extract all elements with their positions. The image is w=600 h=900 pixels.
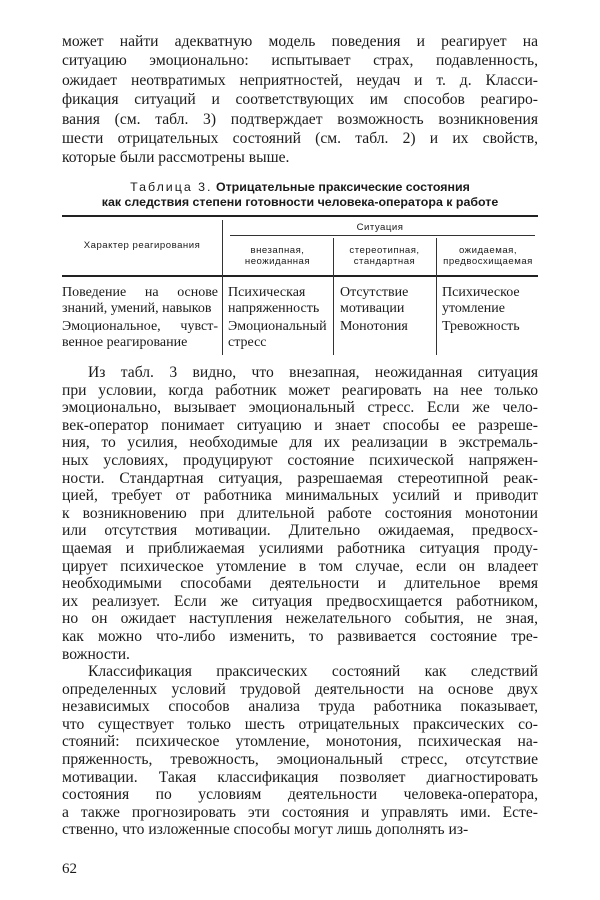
column-header-line: стандартная	[353, 256, 416, 267]
column-header-line: предвосхищаемая	[443, 256, 533, 267]
table-caption	[62, 180, 538, 210]
text-line: при условии, когда работник может реагировать на нее только	[62, 381, 538, 399]
text-line: к возникновению при длительной работе состояния монотонии	[62, 504, 538, 522]
text-line: цирует психическое утомление в том случае, если он владеет	[62, 557, 538, 575]
text-line: ожидает неотвратимых неприятностей, неудач и т. д. Класси-	[62, 71, 538, 89]
cell-line: Эмоциональный	[228, 319, 327, 334]
text-line: которые были рассмотрены выше.	[62, 149, 290, 167]
table-cell	[228, 319, 333, 351]
text-line: вания (см. табл. 3) подтверждает возможность возникновения	[62, 110, 538, 128]
cell-line	[442, 335, 538, 351]
text-line: Классификация праксических состояний как следствий	[88, 663, 538, 681]
column-header-line: внезапная,	[250, 245, 305, 256]
text-line: но он ожидает наступления нежелательного события, не зная,	[62, 610, 538, 628]
text-line: ния, то усилия, необходимые для их реализации в экстремаль-	[62, 434, 538, 452]
text-line: или отсутствия мотивации. Длительно ожидаемая, предвосх-	[62, 522, 538, 540]
column-header	[333, 245, 436, 267]
column-header-line: ожидаемая,	[458, 245, 518, 256]
text-line: стояний: психическое утомление, монотония, психическая на-	[62, 733, 538, 751]
column-header	[222, 245, 333, 267]
text-line: цией, требует от работника минимальных усилий и приводит	[62, 487, 538, 505]
text-line: их реализует. Если же ситуация предвосхищается работником,	[62, 592, 538, 610]
text-line: мотивации. Такая классификация позволяет диагностировать	[62, 768, 538, 786]
row-label	[62, 319, 218, 351]
text-line: независимых способов анализа труда работника показывает,	[62, 698, 538, 716]
table-cell	[442, 285, 538, 317]
cell-line: Психическое	[442, 285, 520, 300]
column-header-line: неожиданная	[244, 256, 311, 267]
cell-line: утомление	[442, 301, 505, 316]
table-cell	[442, 319, 538, 351]
table-caption-line2: как следствия степени готовности человека-оператора к работе	[101, 195, 499, 209]
column-header-line: стереотипная,	[349, 245, 420, 256]
text-line: ных условиях, продуцируют состояние психической напряжен-	[62, 451, 538, 469]
table-header-rule	[62, 275, 538, 277]
text-line: шести отрицательных состояний (см. табл. 2) и их свойств,	[62, 129, 538, 147]
text-line: эмоционально, вызывает эмоциональный стресс. Если же чело-	[62, 399, 538, 417]
text-line: век-оператор понимает ситуацию и знает способы ее разреше-	[62, 416, 538, 434]
cell-line: стресс	[228, 335, 267, 350]
group-header: Ситуация	[356, 222, 404, 233]
table-cell	[340, 285, 436, 317]
text-line: ственно, что изложенные способы могут лишь дополнять из-	[62, 821, 469, 839]
page-number: 62	[62, 861, 77, 877]
text-line: что существует только шесть отрицательных праксических со-	[62, 715, 538, 733]
text-line: состояния по условиям деятельности человека-оператора,	[62, 786, 538, 804]
text-line: пряженность, тревожность, эмоциональный стресс, отсутствие	[62, 751, 538, 769]
text-line: фикация ситуаций и соответствующих им способов реагиро-	[62, 91, 538, 109]
text-line: Из табл. 3 видно, что внезапная, неожиданная ситуация	[88, 364, 538, 381]
cell-line: мотивации	[340, 301, 405, 316]
table-cell	[340, 319, 436, 351]
table-caption-label: Таблица 3.	[130, 180, 213, 194]
text-line: а также прогнозировать эти состояния и управлять ими. Есте-	[62, 803, 538, 821]
text-line: щаемая и приближаемая усилиями работника ситуация проду-	[62, 539, 538, 557]
table-cell	[228, 285, 333, 317]
cell-line: Психическая	[228, 285, 306, 300]
cell-line: знаний, умений, навыков	[62, 301, 212, 316]
text-line: определенных условий трудовой деятельности на основе двух	[62, 680, 538, 698]
text-line: ности. Стандартная ситуация, разрешаемая стереотипной реак-	[62, 469, 538, 487]
cell-line: венное реагирование	[62, 335, 188, 350]
table-group-rule	[230, 235, 535, 236]
row-header: Характер реагирования	[83, 240, 201, 251]
cell-line: напряженность	[228, 301, 320, 316]
text-line: может найти адекватную модель поведения и реагирует на	[62, 33, 538, 50]
paragraph-body	[62, 364, 538, 839]
cell-line: Монотония	[340, 319, 408, 334]
cell-line	[340, 335, 436, 351]
cell-line: Поведение на основе	[62, 285, 218, 300]
paragraph-intro	[62, 32, 538, 168]
text-line: как можно что-либо изменить, то развивается состояние тре-	[62, 627, 538, 645]
table-top-rule	[62, 215, 538, 217]
cell-line: Отсутствие	[340, 285, 409, 300]
table-caption-line1: Отрицательные праксические состояния	[215, 180, 470, 194]
table-divider	[222, 220, 223, 355]
column-header	[436, 245, 540, 267]
text-line: необходимыми способами деятельности и длительное время	[62, 575, 538, 593]
text-line: ситуацию эмоционально: испытывает страх, подавленность,	[62, 52, 538, 70]
text-line: вожности.	[62, 645, 130, 663]
cell-line: Эмоциональное, чувст-	[62, 319, 218, 334]
row-label	[62, 285, 218, 317]
cell-line: Тревожность	[442, 319, 520, 334]
